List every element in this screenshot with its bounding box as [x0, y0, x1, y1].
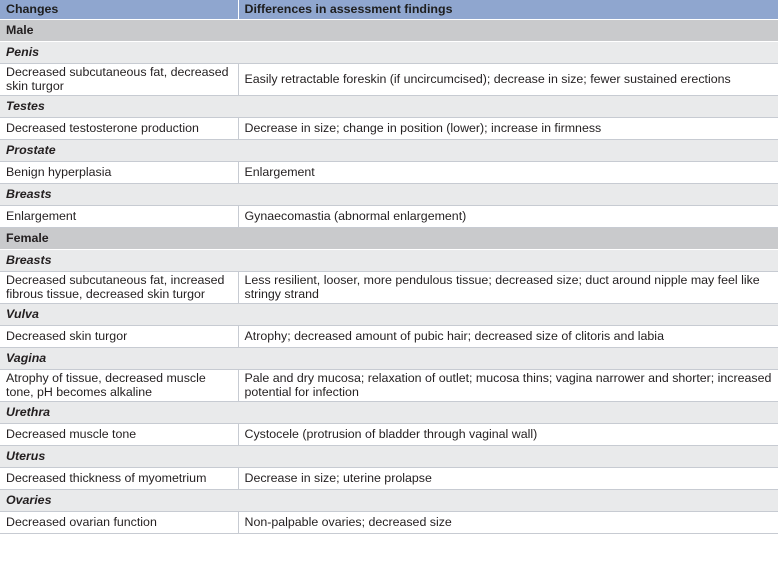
subgroup-label: Penis: [0, 42, 778, 64]
finding-cell: Easily retractable foreskin (if uncircumcised); decrease in size; fewer sustained erections: [238, 64, 778, 96]
subgroup-header-row: [0, 348, 778, 370]
table-row: [0, 370, 778, 402]
subgroup-header-row: [0, 184, 778, 206]
subgroup-label: Prostate: [0, 140, 778, 162]
change-cell: Decreased skin turgor: [0, 326, 238, 348]
finding-cell: Less resilient, looser, more pendulous tissue; decreased size; duct around nipple may feel like stringy strand: [238, 272, 778, 304]
subgroup-header-row: [0, 446, 778, 468]
subgroup-label: Testes: [0, 96, 778, 118]
subgroup-label: Ovaries: [0, 490, 778, 512]
finding-cell: Decrease in size; change in position (lower); increase in firmness: [238, 118, 778, 140]
table-row: [0, 424, 778, 446]
change-cell: Decreased subcutaneous fat, increased fibrous tissue, decreased skin turgor: [0, 272, 238, 304]
change-cell: Decreased subcutaneous fat, decreased skin turgor: [0, 64, 238, 96]
finding-cell: Pale and dry mucosa; relaxation of outlet; mucosa thins; vagina narrower and shorter; increased potential for infection: [238, 370, 778, 402]
finding-cell: Cystocele (protrusion of bladder through vaginal wall): [238, 424, 778, 446]
subgroup-header-row: [0, 42, 778, 64]
group-header-row: [0, 228, 778, 250]
column-header-findings: Differences in assessment findings: [238, 0, 778, 20]
group-label: Female: [0, 228, 778, 250]
subgroup-header-row: [0, 304, 778, 326]
subgroup-label: Vulva: [0, 304, 778, 326]
finding-cell: Non-palpable ovaries; decreased size: [238, 512, 778, 534]
subgroup-label: Breasts: [0, 250, 778, 272]
change-cell: Enlargement: [0, 206, 238, 228]
subgroup-label: Uterus: [0, 446, 778, 468]
table-row: [0, 326, 778, 348]
group-header-row: [0, 20, 778, 42]
finding-cell: Gynaecomastia (abnormal enlargement): [238, 206, 778, 228]
change-cell: Atrophy of tissue, decreased muscle tone, pH becomes alkaline: [0, 370, 238, 402]
subgroup-header-row: [0, 402, 778, 424]
subgroup-label: Vagina: [0, 348, 778, 370]
change-cell: Decreased thickness of myometrium: [0, 468, 238, 490]
table-row: [0, 272, 778, 304]
subgroup-label: Breasts: [0, 184, 778, 206]
table-row: [0, 64, 778, 96]
change-cell: Decreased muscle tone: [0, 424, 238, 446]
group-label: Male: [0, 20, 778, 42]
table-row: [0, 206, 778, 228]
finding-cell: Decrease in size; uterine prolapse: [238, 468, 778, 490]
change-cell: Decreased ovarian function: [0, 512, 238, 534]
table-body: [0, 20, 778, 534]
subgroup-header-row: [0, 250, 778, 272]
change-cell: Benign hyperplasia: [0, 162, 238, 184]
subgroup-label: Urethra: [0, 402, 778, 424]
finding-cell: Atrophy; decreased amount of pubic hair; decreased size of clitoris and labia: [238, 326, 778, 348]
subgroup-header-row: [0, 490, 778, 512]
subgroup-header-row: [0, 96, 778, 118]
finding-cell: Enlargement: [238, 162, 778, 184]
column-header-changes: Changes: [0, 0, 238, 20]
table-row: [0, 118, 778, 140]
change-cell: Decreased testosterone production: [0, 118, 238, 140]
table-row: [0, 468, 778, 490]
table-row: [0, 512, 778, 534]
table-header-row: [0, 0, 778, 20]
subgroup-header-row: [0, 140, 778, 162]
table-row: [0, 162, 778, 184]
